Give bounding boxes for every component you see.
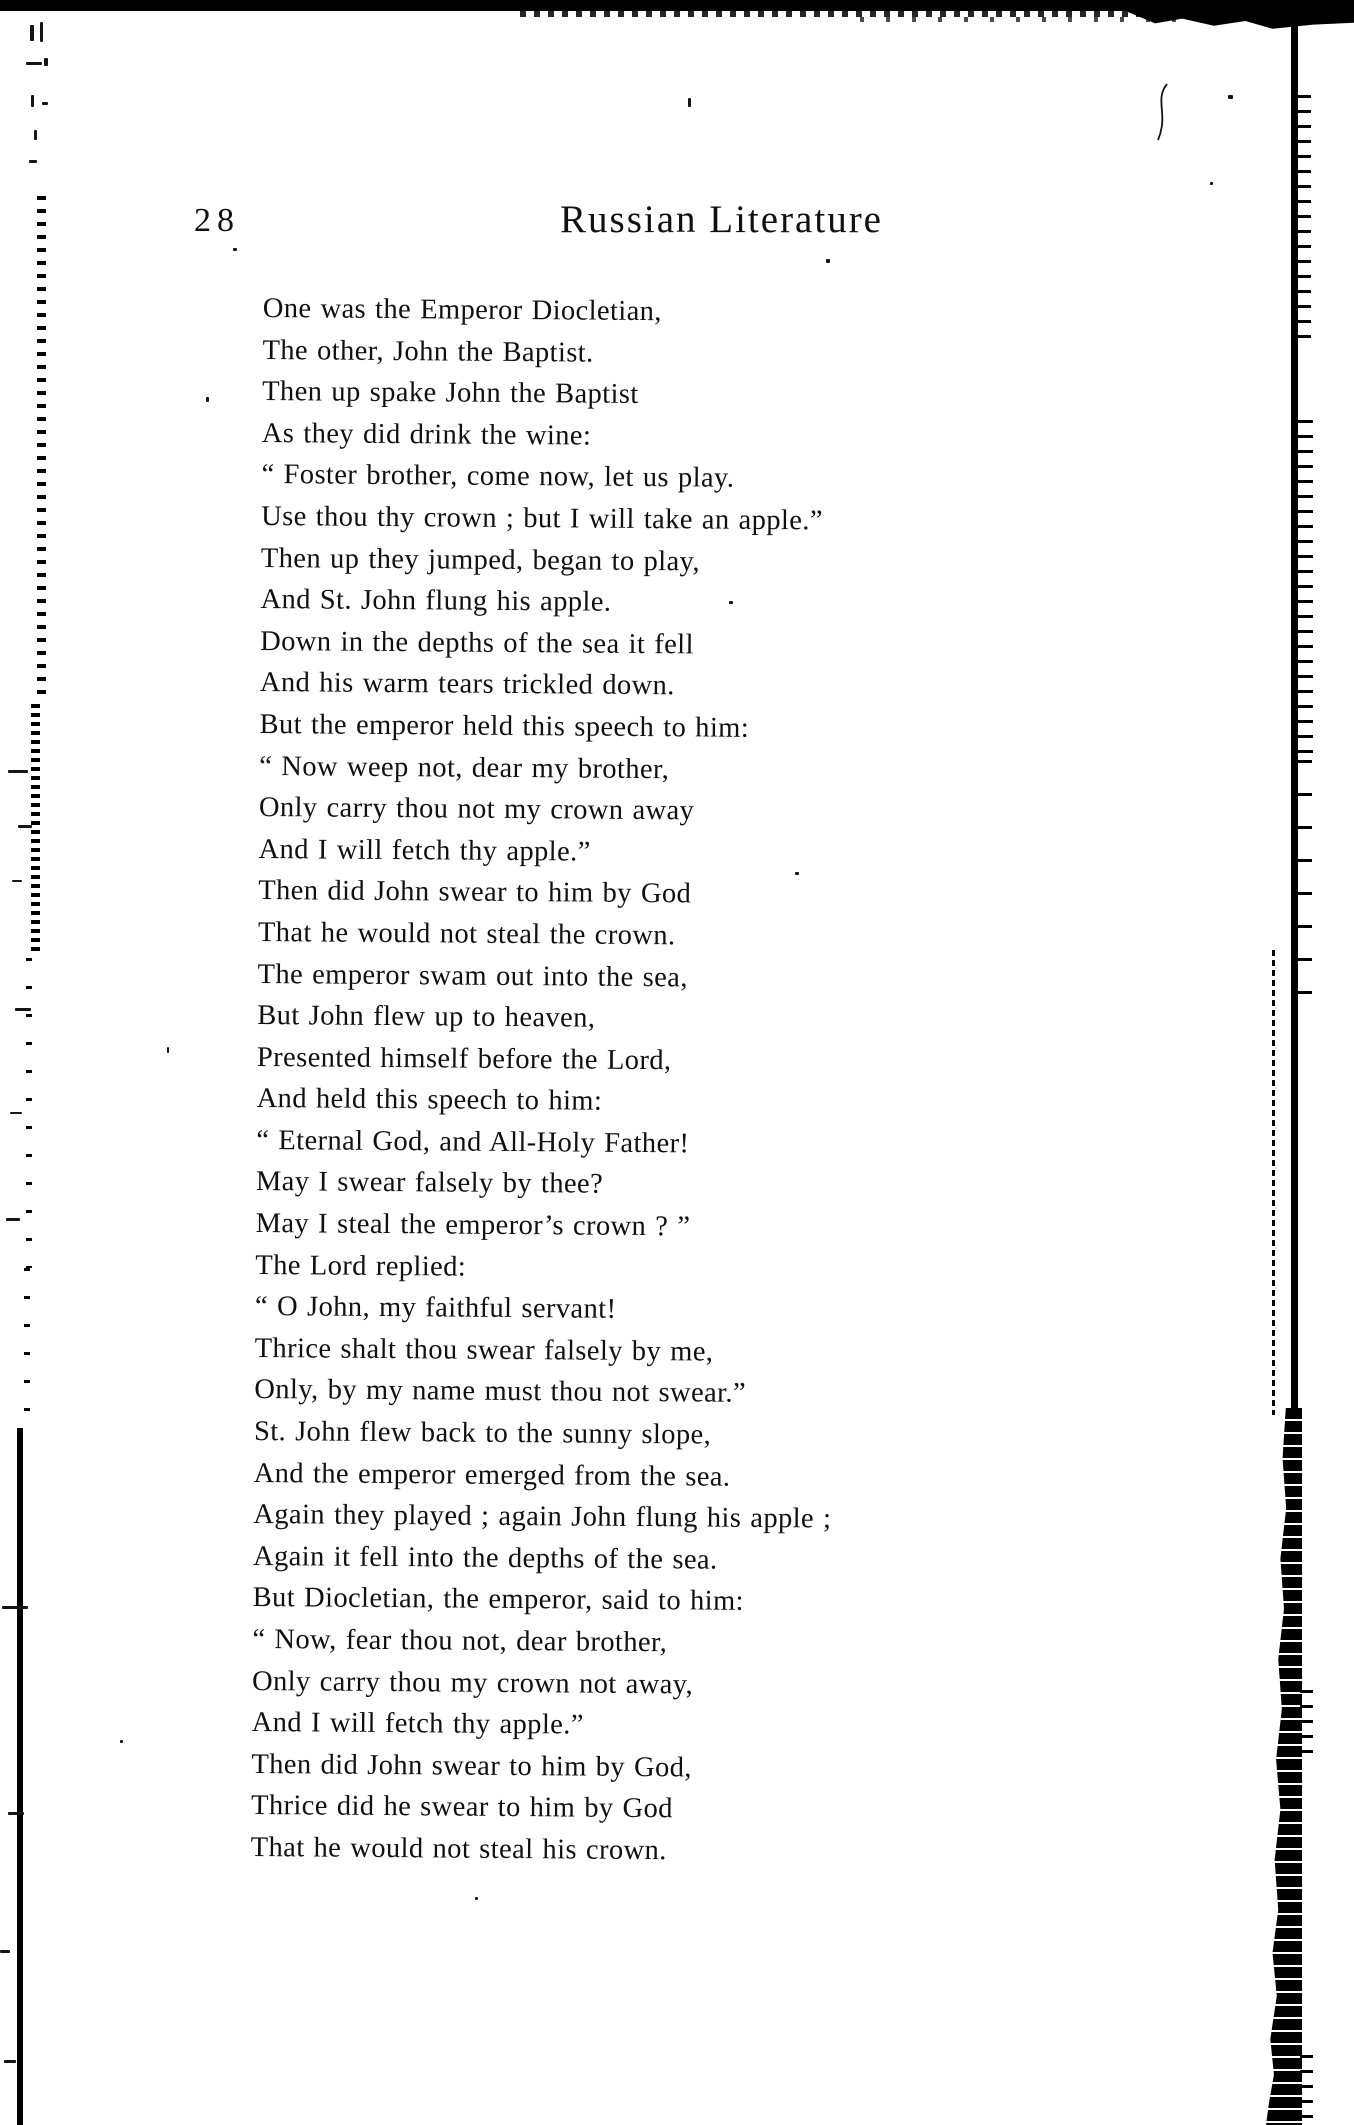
stray-mark bbox=[795, 872, 799, 875]
book-edge-ticks bbox=[1300, 2055, 1313, 2125]
stray-curve-mark bbox=[1152, 82, 1172, 144]
book-edge-ticks bbox=[1298, 760, 1312, 1010]
stray-mark bbox=[31, 95, 34, 107]
book-edge-ticks bbox=[1298, 95, 1311, 345]
poem-line: St. John flew back to the sunny slope, bbox=[253, 1415, 712, 1451]
stray-mark bbox=[2, 1606, 28, 1609]
stray-mark bbox=[40, 22, 43, 42]
stray-mark bbox=[10, 1112, 22, 1114]
poem-line: Then did John swear to him by God bbox=[258, 875, 692, 910]
poem-line: And St. John flung his apple. bbox=[260, 584, 612, 618]
stray-mark bbox=[8, 1812, 24, 1815]
poem-line: And held this speech to him: bbox=[256, 1083, 603, 1117]
poem-line: Again it fell into the depths of the sea. bbox=[252, 1540, 718, 1576]
poem-line: Use thou thy crown ; but I will take an apple.” bbox=[261, 500, 824, 537]
stray-mark bbox=[233, 248, 237, 251]
poem-line: That he would not steal his crown. bbox=[250, 1831, 667, 1867]
scan-right-noise-band bbox=[1266, 1408, 1302, 2125]
poem-line: “ Now, fear thou not, dear brother, bbox=[252, 1623, 668, 1659]
stray-mark bbox=[8, 770, 28, 773]
poem-line: Then up they jumped, began to play, bbox=[260, 542, 701, 578]
stray-mark bbox=[6, 1218, 20, 1221]
scan-left-bottom-line bbox=[17, 1428, 23, 2125]
poem-line: “ Now weep not, dear my brother, bbox=[259, 750, 670, 785]
poem-line: Presented himself before the Lord, bbox=[256, 1041, 672, 1076]
poem-line: That he would not steal the crown. bbox=[257, 916, 676, 952]
stray-mark bbox=[4, 2060, 16, 2063]
stray-mark bbox=[15, 1008, 31, 1011]
scan-left-margin-marks bbox=[31, 704, 40, 956]
stray-mark bbox=[826, 259, 830, 263]
poem-line: May I swear falsely by thee? bbox=[255, 1166, 604, 1201]
poem-line: Thrice shalt thou swear falsely by me, bbox=[254, 1332, 714, 1368]
poem-line: But John flew up to heaven, bbox=[257, 1000, 596, 1034]
poem-line: The emperor swam out into the sea, bbox=[257, 958, 688, 993]
stray-mark bbox=[44, 58, 48, 66]
stray-mark bbox=[167, 1047, 169, 1053]
stray-mark bbox=[18, 825, 32, 828]
page-number: 28 bbox=[194, 202, 240, 239]
poem-line: The Lord replied: bbox=[255, 1249, 467, 1283]
poem-line: Then did John swear to him by God, bbox=[251, 1748, 692, 1784]
scan-top-edge-corner bbox=[1128, 0, 1354, 30]
book-edge-ticks bbox=[1300, 1690, 1313, 1756]
poem-line: “ O John, my faithful servant! bbox=[254, 1291, 617, 1326]
stray-mark bbox=[206, 397, 209, 402]
poem-line: And the emperor emerged from the sea. bbox=[253, 1457, 731, 1493]
poem-line: But Diocletian, the emperor, said to him: bbox=[252, 1582, 745, 1618]
stray-mark bbox=[688, 98, 691, 107]
page-title: Russian Literature bbox=[560, 198, 883, 241]
stray-mark bbox=[29, 160, 37, 163]
scan-left-margin-marks bbox=[24, 1268, 30, 1428]
poem-line: Thrice did he swear to him by God bbox=[250, 1790, 673, 1825]
stray-mark bbox=[120, 1740, 123, 1743]
stray-mark bbox=[42, 102, 48, 105]
poem-line: May I steal the emperor’s crown ? ” bbox=[255, 1208, 691, 1243]
stray-mark bbox=[1228, 95, 1233, 99]
poem-line: Again they played ; again John flung his apple ; bbox=[253, 1499, 832, 1535]
poem-line: “ Eternal God, and All-Holy Father! bbox=[256, 1124, 690, 1160]
stray-mark bbox=[0, 1950, 10, 1953]
poem-line: And his warm tears trickled down. bbox=[259, 667, 675, 702]
poem-line: Then up spake John the Baptist bbox=[262, 376, 639, 411]
stray-mark bbox=[34, 130, 37, 140]
stray-mark bbox=[26, 62, 42, 65]
poem-line: Down in the depths of the sea it fell bbox=[260, 625, 694, 661]
poem-line: “ Foster brother, come now, let us play. bbox=[261, 459, 735, 495]
poem-line: Only carry thou not my crown away bbox=[258, 792, 695, 827]
poem-line: One was the Emperor Diocletian, bbox=[262, 292, 663, 328]
poem-line: And I will fetch thy apple.” bbox=[251, 1707, 584, 1741]
scan-left-margin-marks bbox=[37, 196, 46, 701]
stray-mark bbox=[1210, 182, 1213, 185]
poem-text bbox=[251, 288, 903, 1874]
poem-line: And I will fetch thy apple.” bbox=[258, 833, 591, 868]
scan-left-margin-marks bbox=[26, 958, 32, 1268]
stray-mark bbox=[12, 880, 22, 882]
scan-right-rough-line bbox=[1272, 950, 1275, 1415]
stray-mark bbox=[30, 25, 34, 41]
book-edge-ticks bbox=[1298, 420, 1313, 760]
poem-line: As they did drink the wine: bbox=[261, 417, 592, 452]
stray-mark bbox=[729, 601, 733, 604]
poem-line: But the emperor held this speech to him: bbox=[259, 708, 750, 744]
poem-line: Only, by my name must thou not swear.” bbox=[254, 1374, 747, 1410]
stray-mark bbox=[475, 1897, 478, 1900]
poem-line: Only carry thou my crown not away, bbox=[251, 1665, 694, 1701]
poem-line: The other, John the Baptist. bbox=[262, 334, 594, 369]
